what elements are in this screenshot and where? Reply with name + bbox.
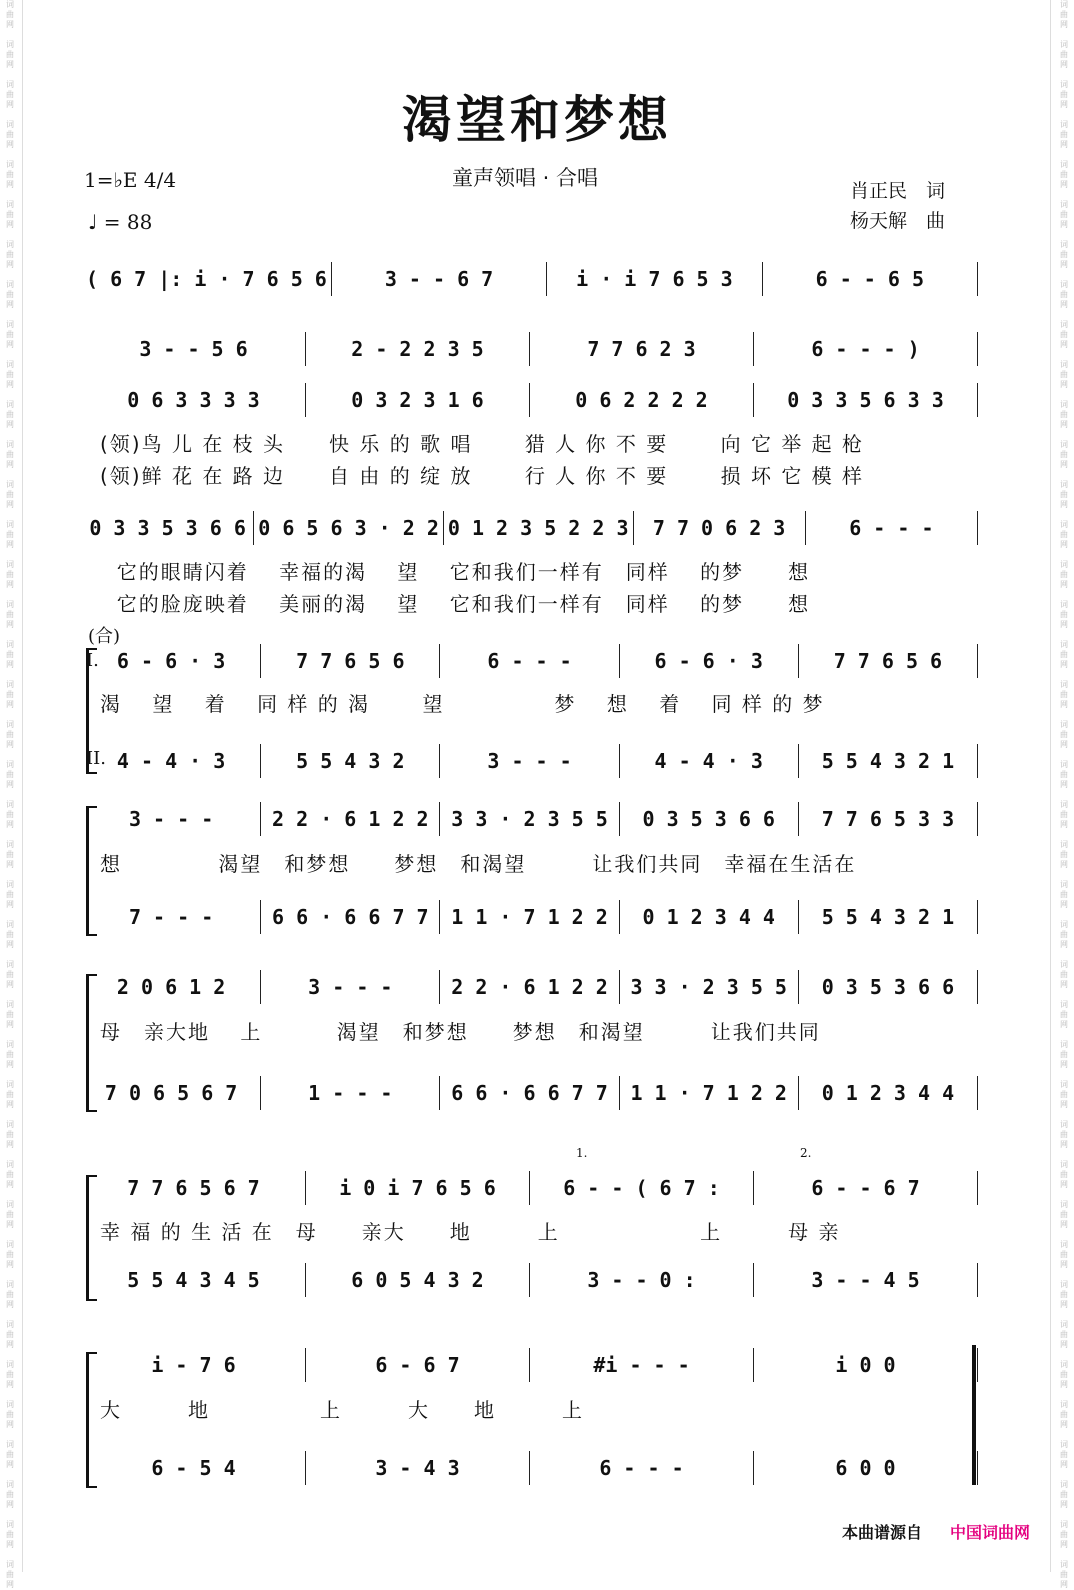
measure: 6 - - 6 5 xyxy=(763,262,978,296)
measure: 6 - - - xyxy=(530,1451,754,1485)
measure: 3 - 4 3 xyxy=(306,1451,530,1485)
measure: 0 1 2 3 4 4 xyxy=(620,900,799,934)
measure: 6 - 5 4 xyxy=(82,1451,306,1485)
measure: 7 7 6 5 6 xyxy=(799,644,978,678)
measure: 0 6 5 6 3 · 2 2 xyxy=(254,511,444,545)
measure: 6 6 · 6 6 7 7 xyxy=(261,900,440,934)
notation-row xyxy=(82,644,978,678)
notation-row xyxy=(82,383,978,417)
voice-one-label: I. xyxy=(86,650,99,671)
notation-row xyxy=(82,970,978,1004)
measure: 7 0 6 5 6 7 xyxy=(82,1076,261,1110)
notation-row xyxy=(82,332,978,366)
measure: 3 - - 0 : xyxy=(530,1263,754,1297)
lyric-line: 它的脸庞映着 美丽的渴 望 它和我们一样有 同样 的梦 想 xyxy=(100,592,811,616)
measure: 1 1 · 7 1 2 2 xyxy=(620,1076,799,1110)
notation-row xyxy=(82,1171,978,1205)
measure: 6 - 6 · 3 xyxy=(620,644,799,678)
measure: 7 7 6 2 3 xyxy=(530,332,754,366)
measure: 6 - 6 7 xyxy=(306,1348,530,1382)
notation-row xyxy=(82,1451,978,1485)
measure: ( 6 7 |: i · 7 6 5 6 xyxy=(82,262,332,296)
lyric-line: 幸 福 的 生 活 在 母 亲大 地 上 上 母 亲 xyxy=(100,1220,841,1244)
measure: 5 5 4 3 4 5 xyxy=(82,1263,306,1297)
margin-line-left xyxy=(22,0,23,1572)
key-signature: 1=♭E 4/4 xyxy=(84,168,177,192)
measure: i - 7 6 xyxy=(82,1348,306,1382)
measure: i 0 i 7 6 5 6 xyxy=(306,1171,530,1205)
margin-line-right xyxy=(1050,0,1051,1572)
measure: 0 3 2 3 1 6 xyxy=(306,383,530,417)
measure: 5 5 4 3 2 1 xyxy=(799,744,978,778)
lyricist-credit: 肖正民 词 xyxy=(850,180,946,202)
measure: 6 - - - xyxy=(440,644,619,678)
measure: 2 2 · 6 1 2 2 xyxy=(440,970,619,1004)
measure: 7 7 0 6 2 3 xyxy=(634,511,806,545)
measure: 3 - - 5 6 xyxy=(82,332,306,366)
footer-site-link[interactable]: 中国词曲网 xyxy=(950,1523,1031,1542)
lyric-line: (领)鸟 儿 在 枝 头 快 乐 的 歌 唱 猎 人 你 不 要 向 它 举 起 枪 xyxy=(100,432,865,456)
measure: 6 - - - xyxy=(806,511,978,545)
measure: 3 - - 4 5 xyxy=(754,1263,978,1297)
measure: 0 3 5 3 6 6 xyxy=(799,970,978,1004)
measure: 5 5 4 3 2 xyxy=(261,744,440,778)
measure: 0 3 5 3 6 6 xyxy=(620,802,799,836)
voice-two-label: II. xyxy=(86,748,106,769)
measure: i 0 0 xyxy=(754,1348,978,1382)
measure: 0 6 3 3 3 3 xyxy=(82,383,306,417)
tempo-marking: ♩ = 88 xyxy=(88,210,153,234)
measure: 7 7 6 5 6 xyxy=(261,644,440,678)
measure: 0 6 2 2 2 2 xyxy=(530,383,754,417)
volta-first: 1. xyxy=(576,1146,588,1160)
measure: 6 - - 6 7 xyxy=(754,1171,978,1205)
measure: 2 2 · 6 1 2 2 xyxy=(261,802,440,836)
measure: 3 - - - xyxy=(261,970,440,1004)
footer-source: 本曲谱源自 xyxy=(842,1523,923,1542)
measure: 0 1 2 3 5 2 2 3 xyxy=(444,511,634,545)
final-barline xyxy=(972,1345,976,1485)
measure: 6 0 5 4 3 2 xyxy=(306,1263,530,1297)
chorus-label: (合) xyxy=(88,626,121,647)
notation-row xyxy=(82,1076,978,1110)
measure: 3 - - 6 7 xyxy=(332,262,547,296)
notation-row xyxy=(82,744,978,778)
notation-row xyxy=(82,802,978,836)
measure: 6 6 · 6 6 7 7 xyxy=(440,1076,619,1110)
measure: 0 3 3 5 6 3 3 xyxy=(754,383,978,417)
measure: 3 - - - xyxy=(440,744,619,778)
measure: 3 3 · 2 3 5 5 xyxy=(440,802,619,836)
measure: 4 - 4 · 3 xyxy=(82,744,261,778)
notation-row xyxy=(82,1263,978,1297)
lyric-line: 母 亲大地 上 渴望 和梦想 梦想 和渴望 让我们共同 xyxy=(100,1020,821,1044)
lyric-line: (领)鲜 花 在 路 边 自 由 的 绽 放 行 人 你 不 要 损 坏 它 模 样 xyxy=(100,464,865,488)
measure: 6 - - ( 6 7 : xyxy=(530,1171,754,1205)
watermark-left: 词 曲 网 词 曲 网 词 曲 网 词 曲 网 词 曲 网 词 曲 网 词 曲 网 词 曲 网 词 曲 网 词 曲 网 词 曲 网 词 曲 网 词 曲 网 词 曲 网 词 曲 网 词 曲 网 词 曲 网 词 曲 网 词 曲 网 词 曲 网 词 曲 网 词 曲 网 词 曲 网 词 曲 网 词 曲 网 词 曲 网 词 曲 网 词 曲 网 词 曲 网 词 曲 网 词 曲 网 词 曲 网 词 曲 网 词 曲 网 词 曲 网 词 曲 网 词 曲 网 词 曲 网 词 曲 网 词 曲 网 xyxy=(6,0,14,1589)
measure: 2 0 6 1 2 xyxy=(82,970,261,1004)
measure: 1 - - - xyxy=(261,1076,440,1110)
measure: 6 - - - ) xyxy=(754,332,978,366)
measure: #i - - - xyxy=(530,1348,754,1382)
measure: 7 7 6 5 3 3 xyxy=(799,802,978,836)
measure: i · i 7 6 5 3 xyxy=(547,262,762,296)
measure: 0 1 2 3 4 4 xyxy=(799,1076,978,1110)
measure: 4 - 4 · 3 xyxy=(620,744,799,778)
lyric-line: 它的眼睛闪着 幸福的渴 望 它和我们一样有 同样 的梦 想 xyxy=(100,560,811,584)
measure: 5 5 4 3 2 1 xyxy=(799,900,978,934)
lyric-line: 渴 望 着 同 样 的 渴 望 梦 想 着 同 样 的 梦 xyxy=(100,692,825,716)
measure: 7 - - - xyxy=(82,900,261,934)
lyric-line: 想 渴望 和梦想 梦想 和渴望 让我们共同 幸福在生活在 xyxy=(100,852,857,876)
lyric-line: 大 地 上 大 地 上 xyxy=(100,1398,584,1422)
measure: 6 0 0 xyxy=(754,1451,978,1485)
notation-row xyxy=(82,511,978,545)
song-title: 渴望和梦想 xyxy=(402,91,672,149)
volta-second: 2. xyxy=(800,1146,812,1160)
measure: 0 3 3 5 3 6 6 xyxy=(82,511,254,545)
notation-row xyxy=(82,900,978,934)
measure: 1 1 · 7 1 2 2 xyxy=(440,900,619,934)
measure: 3 - - - xyxy=(82,802,261,836)
measure: 2 - 2 2 3 5 xyxy=(306,332,530,366)
watermark-right: 词 曲 网 词 曲 网 词 曲 网 词 曲 网 词 曲 网 词 曲 网 词 曲 网 词 曲 网 词 曲 网 词 曲 网 词 曲 网 词 曲 网 词 曲 网 词 曲 网 词 曲 网 词 曲 网 词 曲 网 词 曲 网 词 曲 网 词 曲 网 词 曲 网 词 曲 网 词 曲 网 词 曲 网 词 曲 网 词 曲 网 词 曲 网 词 曲 网 词 曲 网 词 曲 网 词 曲 网 词 曲 网 词 曲 网 词 曲 网 词 曲 网 词 曲 网 词 曲 网 词 曲 网 词 曲 网 词 曲 网 xyxy=(1060,0,1068,1589)
composer-credit: 杨天解 曲 xyxy=(850,210,946,232)
notation-row xyxy=(82,262,978,296)
notation-row xyxy=(82,1348,978,1382)
measure: 3 3 · 2 3 5 5 xyxy=(620,970,799,1004)
performance-note: 童声领唱 · 合唱 xyxy=(452,166,599,190)
measure: 6 - 6 · 3 xyxy=(82,644,261,678)
measure: 7 7 6 5 6 7 xyxy=(82,1171,306,1205)
